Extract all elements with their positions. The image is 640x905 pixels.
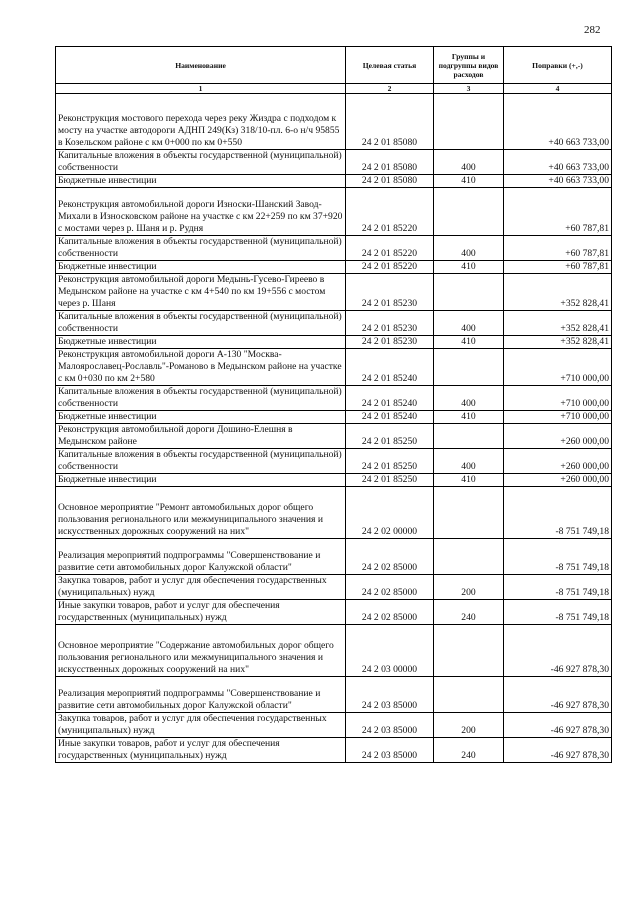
row-name-cell: Реконструкция автомобильной дороги Износки-Шанский Завод-Михали в Износковском районе на участке с км 22+259 по км 37+920 с мостами через р. Шаня и р. Рудня xyxy=(56,188,346,236)
table-row xyxy=(56,449,612,474)
table-row xyxy=(56,677,612,713)
column-number-4: 4 xyxy=(504,84,612,94)
row-target-code-cell: 24 2 01 85080 xyxy=(346,150,434,175)
table-row xyxy=(56,150,612,175)
row-target-code-cell: 24 2 01 85250 xyxy=(346,424,434,449)
row-amount-cell: +352 828,41 xyxy=(504,274,612,311)
table-row xyxy=(56,94,612,150)
table-row xyxy=(56,311,612,336)
table-row xyxy=(56,188,612,236)
row-amount-cell: +40 663 733,00 xyxy=(504,175,612,188)
row-group-cell xyxy=(434,677,504,713)
row-name-cell: Бюджетные инвестиции xyxy=(56,474,346,487)
row-name-cell: Капитальные вложения в объекты государственной (муниципальной) собственности xyxy=(56,150,346,175)
row-name-cell: Бюджетные инвестиции xyxy=(56,336,346,349)
row-name-cell: Бюджетные инвестиции xyxy=(56,411,346,424)
row-group-cell: 200 xyxy=(434,575,504,600)
row-name-cell: Реконструкция автомобильной дороги Медынь-Гусево-Гиреево в Медынском районе на участке с км 4+540 по км 19+556 с мостом через р. Шаня xyxy=(56,274,346,311)
row-group-cell xyxy=(434,349,504,386)
row-name-cell: Бюджетные инвестиции xyxy=(56,175,346,188)
row-target-code-cell: 24 2 01 85240 xyxy=(346,349,434,386)
row-group-cell: 200 xyxy=(434,713,504,738)
table-row xyxy=(56,575,612,600)
row-target-code-cell: 24 2 01 85230 xyxy=(346,274,434,311)
row-amount-cell: -8 751 749,18 xyxy=(504,600,612,625)
row-group-cell: 240 xyxy=(434,600,504,625)
row-group-cell xyxy=(434,539,504,575)
row-name-cell: Основное мероприятие "Ремонт автомобильных дорог общего пользования регионального или межмуниципального значения и искусственных дорожных сооружений на них" xyxy=(56,487,346,539)
row-group-cell: 410 xyxy=(434,411,504,424)
table-row xyxy=(56,261,612,274)
row-name-cell: Капитальные вложения в объекты государственной (муниципальной) собственности xyxy=(56,386,346,411)
row-group-cell: 410 xyxy=(434,474,504,487)
table-row xyxy=(56,625,612,677)
row-amount-cell: +260 000,00 xyxy=(504,424,612,449)
row-group-cell xyxy=(434,487,504,539)
row-target-code-cell: 24 2 01 85220 xyxy=(346,261,434,274)
row-target-code-cell: 24 2 01 85230 xyxy=(346,311,434,336)
row-amount-cell: +60 787,81 xyxy=(504,236,612,261)
row-amount-cell: +710 000,00 xyxy=(504,349,612,386)
row-amount-cell: +710 000,00 xyxy=(504,386,612,411)
row-target-code-cell: 24 2 02 85000 xyxy=(346,600,434,625)
row-amount-cell: +352 828,41 xyxy=(504,336,612,349)
row-name-cell: Реконструкция автомобильной дороги Дошино-Елешня в Медынском районе xyxy=(56,424,346,449)
row-group-cell xyxy=(434,274,504,311)
row-name-cell: Иные закупки товаров, работ и услуг для обеспечения государственных (муниципальных) нужд xyxy=(56,600,346,625)
row-name-cell: Капитальные вложения в объекты государственной (муниципальной) собственности xyxy=(56,311,346,336)
row-group-cell xyxy=(434,188,504,236)
row-name-cell: Бюджетные инвестиции xyxy=(56,261,346,274)
table-row xyxy=(56,349,612,386)
row-target-code-cell: 24 2 01 85240 xyxy=(346,386,434,411)
table-row xyxy=(56,411,612,424)
table-row xyxy=(56,424,612,449)
row-group-cell: 410 xyxy=(434,336,504,349)
row-group-cell: 400 xyxy=(434,449,504,474)
row-target-code-cell: 24 2 02 85000 xyxy=(346,539,434,575)
row-amount-cell: +60 787,81 xyxy=(504,261,612,274)
page-number: 282 xyxy=(584,24,601,36)
table-row xyxy=(56,386,612,411)
row-target-code-cell: 24 2 02 85000 xyxy=(346,575,434,600)
row-amount-cell: +710 000,00 xyxy=(504,411,612,424)
table-row xyxy=(56,274,612,311)
row-target-code-cell: 24 2 03 00000 xyxy=(346,625,434,677)
row-amount-cell: -8 751 749,18 xyxy=(504,575,612,600)
row-name-cell: Реализация мероприятий подпрограммы "Совершенствование и развитие сети автомобильных дорог Калужской области" xyxy=(56,539,346,575)
row-group-cell xyxy=(434,424,504,449)
column-number-3: 3 xyxy=(434,84,504,94)
row-amount-cell: +40 663 733,00 xyxy=(504,150,612,175)
row-amount-cell: -46 927 878,30 xyxy=(504,738,612,763)
row-group-cell: 400 xyxy=(434,311,504,336)
row-amount-cell: +260 000,00 xyxy=(504,449,612,474)
header-amendment: Поправки (+,-) xyxy=(504,47,612,84)
row-amount-cell: -46 927 878,30 xyxy=(504,625,612,677)
row-group-cell: 400 xyxy=(434,150,504,175)
row-target-code-cell: 24 2 01 85250 xyxy=(346,449,434,474)
column-number-2: 2 xyxy=(346,84,434,94)
header-target-article: Целевая статья xyxy=(346,47,434,84)
row-group-cell: 410 xyxy=(434,261,504,274)
row-amount-cell: +40 663 733,00 xyxy=(504,94,612,150)
row-group-cell: 410 xyxy=(434,175,504,188)
row-group-cell xyxy=(434,625,504,677)
row-group-cell xyxy=(434,94,504,150)
table-row xyxy=(56,474,612,487)
row-target-code-cell: 24 2 01 85080 xyxy=(346,175,434,188)
row-target-code-cell: 24 2 01 85230 xyxy=(346,336,434,349)
row-amount-cell: +60 787,81 xyxy=(504,188,612,236)
row-group-cell: 240 xyxy=(434,738,504,763)
table-row xyxy=(56,713,612,738)
row-target-code-cell: 24 2 02 00000 xyxy=(346,487,434,539)
row-target-code-cell: 24 2 01 85250 xyxy=(346,474,434,487)
row-target-code-cell: 24 2 03 85000 xyxy=(346,677,434,713)
row-amount-cell: +352 828,41 xyxy=(504,311,612,336)
row-name-cell: Реализация мероприятий подпрограммы "Совершенствование и развитие сети автомобильных дорог Калужской области" xyxy=(56,677,346,713)
header-expense-group: Группы и подгруппы видов расходов xyxy=(434,47,504,84)
row-name-cell: Иные закупки товаров, работ и услуг для обеспечения государственных (муниципальных) нужд xyxy=(56,738,346,763)
row-group-cell: 400 xyxy=(434,386,504,411)
row-group-cell: 400 xyxy=(434,236,504,261)
row-target-code-cell: 24 2 01 85220 xyxy=(346,188,434,236)
row-amount-cell: +260 000,00 xyxy=(504,474,612,487)
table-row xyxy=(56,236,612,261)
row-amount-cell: -8 751 749,18 xyxy=(504,487,612,539)
table-row xyxy=(56,336,612,349)
row-amount-cell: -8 751 749,18 xyxy=(504,539,612,575)
row-name-cell: Капитальные вложения в объекты государственной (муниципальной) собственности xyxy=(56,449,346,474)
row-amount-cell: -46 927 878,30 xyxy=(504,713,612,738)
row-name-cell: Реконструкция мостового перехода через реку Жиздра с подходом к мосту на участке автодороги АДНП 249(Кз) 318/10-пл. 6-о н/ч 95855 в Козельском районе с км 0+000 по км 0+550 xyxy=(56,94,346,150)
table-row xyxy=(56,175,612,188)
row-target-code-cell: 24 2 03 85000 xyxy=(346,713,434,738)
row-name-cell: Капитальные вложения в объекты государственной (муниципальной) собственности xyxy=(56,236,346,261)
column-number-1: 1 xyxy=(56,84,346,94)
table-row xyxy=(56,487,612,539)
row-name-cell: Основное мероприятие "Содержание автомобильных дорог общего пользования регионального или межмуниципального значения и искусственных дорожных сооружений на них" xyxy=(56,625,346,677)
table-row xyxy=(56,539,612,575)
header-name: Наименование xyxy=(56,47,346,84)
row-name-cell: Реконструкция автомобильной дороги А-130 "Москва-Малоярославец-Рославль"-Романово в Медынском районе на участке с км 0+030 по км 2+580 xyxy=(56,349,346,386)
row-amount-cell: -46 927 878,30 xyxy=(504,677,612,713)
table-row xyxy=(56,738,612,763)
row-target-code-cell: 24 2 01 85220 xyxy=(346,236,434,261)
row-target-code-cell: 24 2 01 85080 xyxy=(346,94,434,150)
row-target-code-cell: 24 2 03 85000 xyxy=(346,738,434,763)
table-row xyxy=(56,600,612,625)
row-target-code-cell: 24 2 01 85240 xyxy=(346,411,434,424)
row-name-cell: Закупка товаров, работ и услуг для обеспечения государственных (муниципальных) нужд xyxy=(56,713,346,738)
budget-amendments-table xyxy=(55,46,612,763)
row-name-cell: Закупка товаров, работ и услуг для обеспечения государственных (муниципальных) нужд xyxy=(56,575,346,600)
